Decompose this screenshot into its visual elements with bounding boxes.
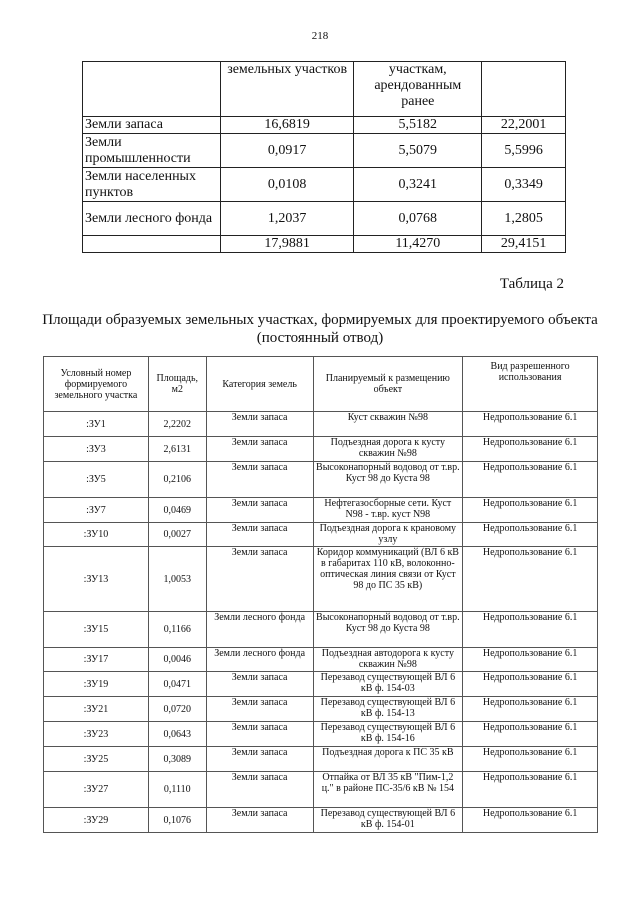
header-cell: Планируемый к размещению объект: [313, 357, 463, 412]
header-cell: Условный номер формируемого земельного участка: [44, 357, 149, 412]
table-row: [44, 547, 598, 612]
permitted-use-cell: Недропользование 6.1: [463, 412, 598, 437]
planned-object-cell: Нефтегазосборные сети. Куст N98 - т.вр. куст N98: [313, 498, 463, 523]
plot-id-cell: :ЗУ29: [44, 808, 149, 833]
land-category-cell: Земли запаса: [206, 547, 313, 612]
plot-id-cell: :ЗУ27: [44, 772, 149, 808]
value-cell: 0,0917: [220, 134, 354, 168]
land-category-cell: Земли запаса: [206, 498, 313, 523]
area-cell: 0,0046: [148, 648, 206, 672]
land-category-cell: Земли запаса: [206, 672, 313, 697]
table-title: Площади образуемых земельных участках, формируемых для проектируемого объекта (постоянный отвод): [42, 312, 598, 346]
plot-id-cell: :ЗУ10: [44, 523, 149, 547]
table-row: [44, 523, 598, 547]
permitted-use-cell: Недропользование 6.1: [463, 772, 598, 808]
table-row: [44, 808, 598, 833]
table-row: [44, 437, 598, 462]
land-category-cell: Земли запаса: [206, 437, 313, 462]
value-cell: 1,2037: [220, 202, 354, 236]
table-row: [83, 117, 566, 134]
category-cell: Земли населенных пунктов: [83, 168, 221, 202]
plot-id-cell: :ЗУ21: [44, 697, 149, 722]
table-header-row: [44, 357, 598, 412]
area-cell: 1,0053: [148, 547, 206, 612]
planned-object-cell: Коридор коммуникаций (ВЛ 6 кВ в габаритах 110 кВ, волоконно-оптическая линия связи от Куст 98 до ПС 35 кВ): [313, 547, 463, 612]
area-cell: 0,3089: [148, 747, 206, 772]
land-category-cell: Земли лесного фонда: [206, 648, 313, 672]
area-cell: 2,6131: [148, 437, 206, 462]
land-category-cell: Земли запаса: [206, 462, 313, 498]
planned-object-cell: Высоконапорный водовод от т.вр. Куст 98 до Куста 98: [313, 462, 463, 498]
table-row: [44, 612, 598, 648]
table-row: [44, 747, 598, 772]
table-row: [44, 672, 598, 697]
land-category-cell: Земли запаса: [206, 722, 313, 747]
header-cell: [83, 62, 221, 117]
plot-id-cell: :ЗУ17: [44, 648, 149, 672]
permitted-use-cell: Недропользование 6.1: [463, 437, 598, 462]
page-number: 218: [311, 30, 329, 42]
value-cell: 0,0768: [354, 202, 482, 236]
land-category-cell: Земли запаса: [206, 523, 313, 547]
total-cell: 11,4270: [354, 236, 482, 253]
permitted-use-cell: Недропользование 6.1: [463, 498, 598, 523]
planned-object-cell: Высоконапорный водовод от т.вр. Куст 98 до Куста 98: [313, 612, 463, 648]
permitted-use-cell: Недропользование 6.1: [463, 747, 598, 772]
header-cell: [482, 62, 566, 117]
total-cell: 29,4151: [482, 236, 566, 253]
plot-id-cell: :ЗУ7: [44, 498, 149, 523]
value-cell: 5,5079: [354, 134, 482, 168]
value-cell: 22,2001: [482, 117, 566, 134]
category-cell: Земли промышленности: [83, 134, 221, 168]
area-cell: 0,1166: [148, 612, 206, 648]
plot-id-cell: :ЗУ3: [44, 437, 149, 462]
permitted-use-cell: Недропользование 6.1: [463, 648, 598, 672]
permitted-use-cell: Недропользование 6.1: [463, 697, 598, 722]
permitted-use-cell: Недропользование 6.1: [463, 523, 598, 547]
plot-id-cell: :ЗУ19: [44, 672, 149, 697]
plot-id-cell: :ЗУ25: [44, 747, 149, 772]
table-row: [44, 772, 598, 808]
category-cell: [83, 236, 221, 253]
value-cell: 1,2805: [482, 202, 566, 236]
planned-object-cell: Подъездная дорога к ПС 35 кВ: [313, 747, 463, 772]
land-summary-table: [82, 61, 566, 253]
planned-object-cell: Подъездная дорога к крановому узлу: [313, 523, 463, 547]
header-cell: Категория земель: [206, 357, 313, 412]
area-cell: 0,0471: [148, 672, 206, 697]
header-cell: участкам, арендованным ранее: [354, 62, 482, 117]
table-label: Таблица 2: [499, 276, 564, 292]
value-cell: 5,5996: [482, 134, 566, 168]
land-category-cell: Земли лесного фонда: [206, 612, 313, 648]
area-cell: 0,0643: [148, 722, 206, 747]
land-category-cell: Земли запаса: [206, 412, 313, 437]
table-row: [83, 134, 566, 168]
area-cell: 0,2106: [148, 462, 206, 498]
permitted-use-cell: Недропользование 6.1: [463, 808, 598, 833]
planned-object-cell: Куст скважин №98: [313, 412, 463, 437]
area-cell: 0,0469: [148, 498, 206, 523]
plot-id-cell: :ЗУ1: [44, 412, 149, 437]
table-row: [44, 462, 598, 498]
permitted-use-cell: Недропользование 6.1: [463, 547, 598, 612]
table-row: [83, 202, 566, 236]
total-cell: 17,9881: [220, 236, 354, 253]
plot-id-cell: :ЗУ5: [44, 462, 149, 498]
header-cell: Вид разрешенного использования: [463, 357, 598, 412]
table-row: [83, 168, 566, 202]
area-cell: 2,2202: [148, 412, 206, 437]
value-cell: 0,3241: [354, 168, 482, 202]
planned-object-cell: Перезавод существующей ВЛ 6 кВ ф. 154-16: [313, 722, 463, 747]
plot-id-cell: :ЗУ23: [44, 722, 149, 747]
table-header-row: [83, 62, 566, 117]
planned-object-cell: Перезавод существующей ВЛ 6 кВ ф. 154-03: [313, 672, 463, 697]
planned-object-cell: Подъездная автодорога к кусту скважин №98: [313, 648, 463, 672]
table-row: [44, 697, 598, 722]
table-total-row: [83, 236, 566, 253]
area-cell: 0,1110: [148, 772, 206, 808]
table-row: [44, 412, 598, 437]
permitted-use-cell: Недропользование 6.1: [463, 462, 598, 498]
planned-object-cell: Подъездная дорога к кусту скважин №98: [313, 437, 463, 462]
planned-object-cell: Отпайка от ВЛ 35 кВ "Пим-1,2 ц." в районе ПС-35/6 кВ № 154: [313, 772, 463, 808]
permitted-use-cell: Недропользование 6.1: [463, 612, 598, 648]
area-cell: 0,1076: [148, 808, 206, 833]
table-row: [44, 498, 598, 523]
header-cell: земельных участков: [220, 62, 354, 117]
category-cell: Земли запаса: [83, 117, 221, 134]
table-row: [44, 722, 598, 747]
area-cell: 0,0720: [148, 697, 206, 722]
table-row: [44, 648, 598, 672]
land-category-cell: Земли запаса: [206, 747, 313, 772]
value-cell: 0,0108: [220, 168, 354, 202]
planned-object-cell: Перезавод существующей ВЛ 6 кВ ф. 154-13: [313, 697, 463, 722]
category-cell: Земли лесного фонда: [83, 202, 221, 236]
permitted-use-cell: Недропользование 6.1: [463, 722, 598, 747]
plot-id-cell: :ЗУ13: [44, 547, 149, 612]
permitted-use-cell: Недропользование 6.1: [463, 672, 598, 697]
land-plots-table: [43, 356, 598, 833]
value-cell: 0,3349: [482, 168, 566, 202]
value-cell: 16,6819: [220, 117, 354, 134]
value-cell: 5,5182: [354, 117, 482, 134]
header-cell: Площадь, м2: [148, 357, 206, 412]
plot-id-cell: :ЗУ15: [44, 612, 149, 648]
land-category-cell: Земли запаса: [206, 808, 313, 833]
land-category-cell: Земли запаса: [206, 772, 313, 808]
planned-object-cell: Перезавод существующей ВЛ 6 кВ ф. 154-01: [313, 808, 463, 833]
land-category-cell: Земли запаса: [206, 697, 313, 722]
area-cell: 0,0027: [148, 523, 206, 547]
